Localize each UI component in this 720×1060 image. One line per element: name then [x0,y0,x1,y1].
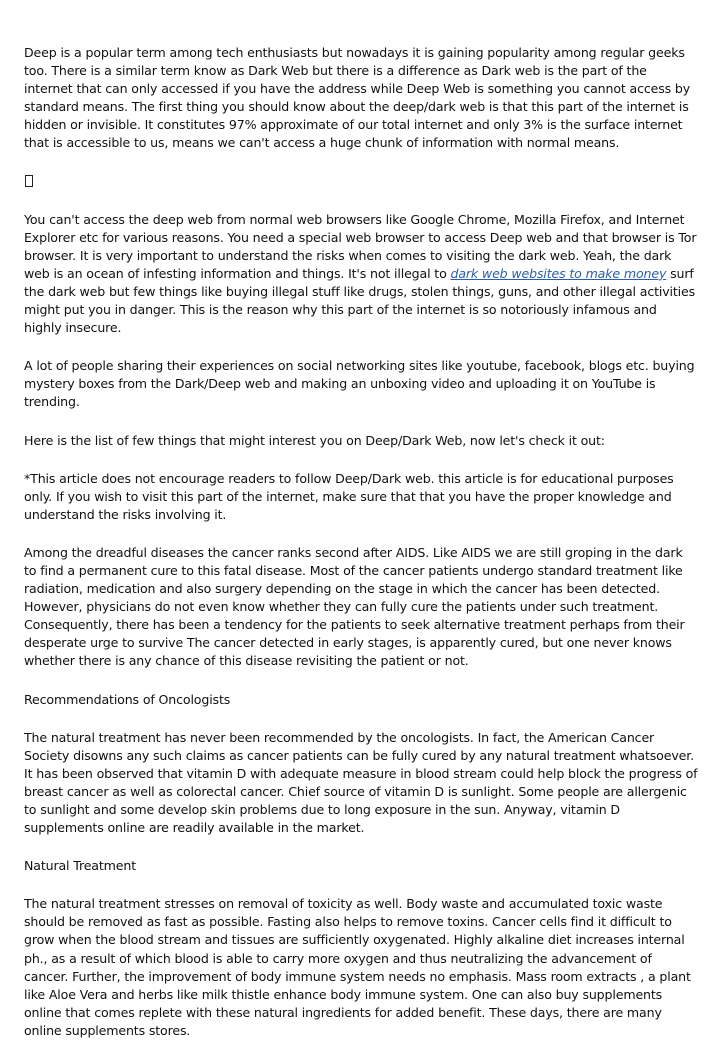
paragraph-cancer: Among the dreadful diseases the cancer ranks second after AIDS. Like AIDS we are still groping in the dark to find a permanent cure to this fatal disease. Most of the cancer patients undergo standard treatment like radiation, medication and also surgery depending on the stage in which the cancer has been detected. However, physicians do not even know whether they can fully cure the patients under such treatment. Consequently, there has been a tendency for the patients to seek alternative treatment perhaps from their desperate urge to survive The cancer detected in early stages, is apparently cured, but one never knows whether there is any chance of this disease revisiting the patient or not. [24,544,685,669]
glyph-line [24,173,698,191]
paragraph-mystery-boxes: A lot of people sharing their experiences on social networking sites like youtube, facebook, blogs etc. buying mystery boxes from the Dark/Deep web and making an unboxing video and uploading it on YouTube is trending. [24,358,695,410]
paragraph-deep-web-intro: Deep is a popular term among tech enthusiasts but nowadays it is gaining popularity among regular geeks too. There is a similar term know as Dark Web but there is a difference as Dark web is the part of the internet that can only accessed if you have the address while Deep Web is something you cannot access by standard means. The first thing you should know about the deep/dark web is that this part of the internet is hidden or invisible. It constitutes 97% approximate of our total internet and only 3% is the surface internet that is accessible to us, means we can't access a huge chunk of information with normal means. [24,45,691,151]
paragraph-tor-browser [24,211,698,338]
heading-oncologists: Recommendations of Oncologists [24,691,231,707]
paragraph-vitamin-d: The natural treatment has never been recommended by the oncologists. In fact, the American Cancer Society disowns any such claims as cancer patients can be fully cured by any natural treatment whatsoever. It has been observed that vitamin D with adequate measure in blood stream could help block the progress of breast cancer as well as colorectal cancer. Chief source of vitamin D is sunlight. Some people are allergenic to sunlight and some develop skin problems due to long exposure in the sun. Anyway, vitamin D supplements online are readily available in the market. [24,729,698,836]
article-body [24,44,698,1060]
heading-natural-treatment: Natural Treatment [24,858,136,874]
dark-web-money-link[interactable]: dark web websites to make money [450,265,667,281]
paragraph-list-intro: Here is the list of few things that might interest you on Deep/Dark Web, now let's check it out: [24,432,605,448]
paragraph-text-after-link: surf the dark web but few things like buying illegal stuff like drugs, stolen things, guns, and other illegal activities might put you in danger. This is the reason why this part of the internet is so notoriously infamous and highly insecure. [24,265,696,336]
paragraph-toxicity: The natural treatment stresses on removal of toxicity as well. Body waste and accumulated toxic waste should be removed as fast as possible. Fasting also helps to remove toxins. Cancer cells find it difficult to grow when the blood stream and tissues are sufficiently oxygenated. Highly alkaline diet increases internal ph., as a result of which blood is able to carry more oxygen and thus neutralizing the advancement of cancer. Further, the improvement of body immune system needs no emphasis. Mass room extracts , a plant like Aloe Vera and herbs like milk thistle enhance body immune system. One can also buy supplements online that comes replete with these natural ingredients for added benefit. These days, there are many online supplements stores. [24,896,691,1038]
missing-glyph-box-icon [25,175,33,187]
paragraph-text-before-link: You can't access the deep web from normal web browsers like Google Chrome, Mozilla Firefox, and Internet Explorer etc for various reasons. You need a special web browser to access Deep web and that browser is Tor browser. It is very important to understand the risks when comes to visiting the dark web. Yeah, the dark web is an ocean of infesting information and things. It's not illegal to [24,211,697,281]
paragraph-disclaimer: *This article does not encourage readers to follow Deep/Dark web. this article is for educational purposes only. If you wish to visit this part of the internet, make sure that that you have the proper knowledge and understand the risks involving it. [24,470,674,522]
